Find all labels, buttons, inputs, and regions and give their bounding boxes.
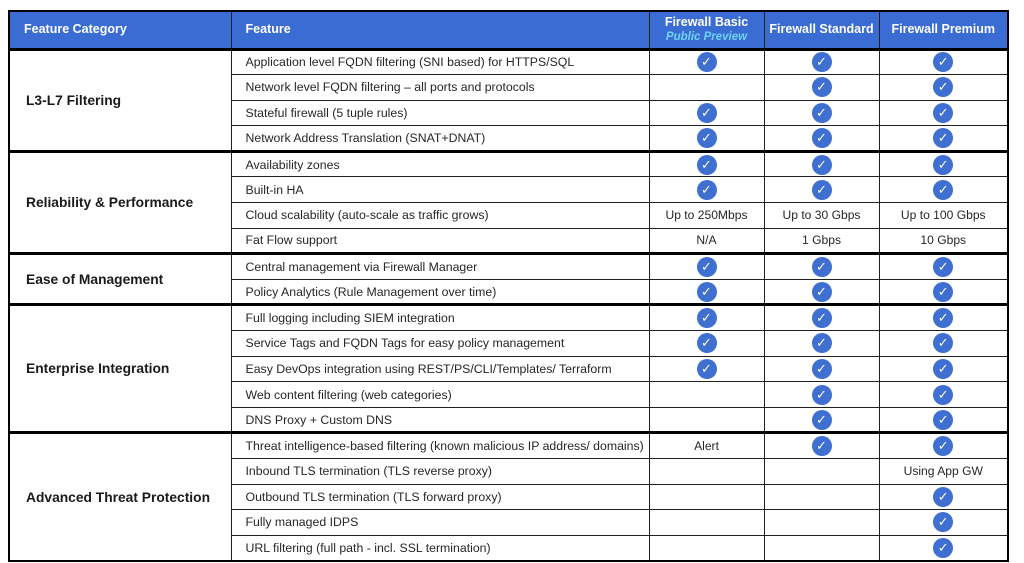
premium-value-cell: Using App GW — [879, 459, 1008, 485]
check-circle-icon: ✓ — [697, 282, 717, 302]
check-circle-icon: ✓ — [933, 512, 953, 532]
check-circle-icon: ✓ — [812, 52, 832, 72]
header-firewall-basic-label: Firewall Basic — [664, 15, 749, 30]
feature-cell: Fully managed IDPS — [231, 510, 649, 536]
basic-value-cell — [649, 484, 764, 510]
premium-value-cell — [879, 535, 1008, 561]
header-firewall-premium: Firewall Premium — [879, 11, 1008, 49]
check-circle-icon: ✓ — [933, 155, 953, 175]
feature-cell: Web content filtering (web categories) — [231, 382, 649, 408]
check-circle-icon: ✓ — [933, 333, 953, 353]
check-circle-icon: ✓ — [812, 155, 832, 175]
check-circle-icon: ✓ — [933, 128, 953, 148]
premium-value-cell — [879, 151, 1008, 177]
table-row — [9, 433, 1008, 459]
basic-value-cell — [649, 49, 764, 75]
feature-cell: Central management via Firewall Manager — [231, 254, 649, 280]
basic-value-cell — [649, 254, 764, 280]
premium-value-cell: 10 Gbps — [879, 228, 1008, 254]
check-circle-icon: ✓ — [697, 52, 717, 72]
public-preview-badge: Public Preview — [665, 30, 748, 43]
category-cell: Reliability & Performance — [9, 151, 231, 253]
basic-value-cell — [649, 177, 764, 203]
premium-value-cell — [879, 407, 1008, 433]
category-cell: Enterprise Integration — [9, 305, 231, 433]
feature-cell: Fat Flow support — [231, 228, 649, 254]
standard-value-cell — [764, 254, 879, 280]
check-circle-icon: ✓ — [933, 52, 953, 72]
premium-value-cell — [879, 100, 1008, 126]
category-cell: Advanced Threat Protection — [9, 433, 231, 561]
check-circle-icon: ✓ — [812, 308, 832, 328]
standard-value-cell — [764, 510, 879, 536]
premium-value-cell — [879, 177, 1008, 203]
check-circle-icon: ✓ — [933, 282, 953, 302]
standard-value-cell — [764, 126, 879, 152]
basic-value-cell — [649, 75, 764, 101]
premium-value-cell — [879, 279, 1008, 305]
standard-value-cell — [764, 331, 879, 357]
check-circle-icon: ✓ — [812, 359, 832, 379]
standard-value-cell — [764, 407, 879, 433]
firewall-feature-comparison-table — [8, 10, 1009, 562]
feature-cell: Availability zones — [231, 151, 649, 177]
feature-cell: Network level FQDN filtering – all ports and protocols — [231, 75, 649, 101]
premium-value-cell: Up to 100 Gbps — [879, 203, 1008, 229]
basic-value-cell — [649, 510, 764, 536]
standard-value-cell — [764, 459, 879, 485]
check-circle-icon: ✓ — [697, 155, 717, 175]
basic-value-cell — [649, 126, 764, 152]
standard-value-cell: 1 Gbps — [764, 228, 879, 254]
category-cell: L3-L7 Filtering — [9, 49, 231, 151]
premium-value-cell — [879, 382, 1008, 408]
check-circle-icon: ✓ — [697, 359, 717, 379]
check-circle-icon: ✓ — [933, 410, 953, 430]
check-circle-icon: ✓ — [933, 538, 953, 558]
check-circle-icon: ✓ — [812, 282, 832, 302]
feature-cell: Easy DevOps integration using REST/PS/CLI/Templates/ Terraform — [231, 356, 649, 382]
feature-cell: Threat intelligence-based filtering (known malicious IP address/ domains) — [231, 433, 649, 459]
check-circle-icon: ✓ — [933, 385, 953, 405]
standard-value-cell — [764, 484, 879, 510]
premium-value-cell — [879, 75, 1008, 101]
premium-value-cell — [879, 510, 1008, 536]
standard-value-cell — [764, 356, 879, 382]
table-row — [9, 151, 1008, 177]
feature-cell: URL filtering (full path - incl. SSL termination) — [231, 535, 649, 561]
table-row — [9, 49, 1008, 75]
check-circle-icon: ✓ — [812, 385, 832, 405]
standard-value-cell — [764, 535, 879, 561]
check-circle-icon: ✓ — [697, 333, 717, 353]
check-circle-icon: ✓ — [933, 359, 953, 379]
standard-value-cell — [764, 433, 879, 459]
standard-value-cell — [764, 279, 879, 305]
header-firewall-basic — [649, 11, 764, 49]
feature-comparison-table-wrap — [8, 10, 1007, 562]
check-circle-icon: ✓ — [697, 180, 717, 200]
check-circle-icon: ✓ — [933, 77, 953, 97]
standard-value-cell — [764, 382, 879, 408]
feature-cell: Stateful firewall (5 tuple rules) — [231, 100, 649, 126]
check-circle-icon: ✓ — [812, 180, 832, 200]
feature-cell: Policy Analytics (Rule Management over time) — [231, 279, 649, 305]
feature-cell: Inbound TLS termination (TLS reverse proxy) — [231, 459, 649, 485]
basic-value-cell — [649, 331, 764, 357]
check-circle-icon: ✓ — [933, 257, 953, 277]
check-circle-icon: ✓ — [812, 128, 832, 148]
check-circle-icon: ✓ — [933, 103, 953, 123]
table-row — [9, 254, 1008, 280]
check-circle-icon: ✓ — [933, 436, 953, 456]
standard-value-cell — [764, 305, 879, 331]
header-feature: Feature — [231, 11, 649, 49]
standard-value-cell — [764, 151, 879, 177]
check-circle-icon: ✓ — [812, 333, 832, 353]
header-firewall-standard: Firewall Standard — [764, 11, 879, 49]
category-cell: Ease of Management — [9, 254, 231, 305]
check-circle-icon: ✓ — [697, 103, 717, 123]
check-circle-icon: ✓ — [933, 487, 953, 507]
standard-value-cell: Up to 30 Gbps — [764, 203, 879, 229]
standard-value-cell — [764, 75, 879, 101]
check-circle-icon: ✓ — [933, 180, 953, 200]
check-circle-icon: ✓ — [812, 77, 832, 97]
basic-value-cell — [649, 382, 764, 408]
check-circle-icon: ✓ — [812, 410, 832, 430]
table-row — [9, 305, 1008, 331]
basic-value-cell — [649, 151, 764, 177]
basic-value-cell — [649, 407, 764, 433]
feature-cell: Full logging including SIEM integration — [231, 305, 649, 331]
premium-value-cell — [879, 356, 1008, 382]
basic-value-cell — [649, 100, 764, 126]
premium-value-cell — [879, 254, 1008, 280]
basic-value-cell — [649, 279, 764, 305]
header-row — [9, 11, 1008, 49]
feature-cell: DNS Proxy + Custom DNS — [231, 407, 649, 433]
check-circle-icon: ✓ — [812, 257, 832, 277]
basic-value-cell: N/A — [649, 228, 764, 254]
premium-value-cell — [879, 126, 1008, 152]
premium-value-cell — [879, 433, 1008, 459]
feature-cell: Built-in HA — [231, 177, 649, 203]
header-feature-category: Feature Category — [9, 11, 231, 49]
check-circle-icon: ✓ — [697, 308, 717, 328]
check-circle-icon: ✓ — [812, 103, 832, 123]
basic-value-cell — [649, 356, 764, 382]
basic-value-cell — [649, 305, 764, 331]
check-circle-icon: ✓ — [697, 128, 717, 148]
feature-cell: Outbound TLS termination (TLS forward proxy) — [231, 484, 649, 510]
feature-cell: Service Tags and FQDN Tags for easy policy management — [231, 331, 649, 357]
check-circle-icon: ✓ — [933, 308, 953, 328]
standard-value-cell — [764, 49, 879, 75]
standard-value-cell — [764, 177, 879, 203]
basic-value-cell: Up to 250Mbps — [649, 203, 764, 229]
check-circle-icon: ✓ — [812, 436, 832, 456]
feature-cell: Cloud scalability (auto-scale as traffic grows) — [231, 203, 649, 229]
basic-value-cell — [649, 535, 764, 561]
feature-cell: Application level FQDN filtering (SNI based) for HTTPS/SQL — [231, 49, 649, 75]
basic-value-cell — [649, 459, 764, 485]
premium-value-cell — [879, 305, 1008, 331]
premium-value-cell — [879, 484, 1008, 510]
premium-value-cell — [879, 49, 1008, 75]
check-circle-icon: ✓ — [697, 257, 717, 277]
premium-value-cell — [879, 331, 1008, 357]
feature-cell: Network Address Translation (SNAT+DNAT) — [231, 126, 649, 152]
standard-value-cell — [764, 100, 879, 126]
basic-value-cell: Alert — [649, 433, 764, 459]
